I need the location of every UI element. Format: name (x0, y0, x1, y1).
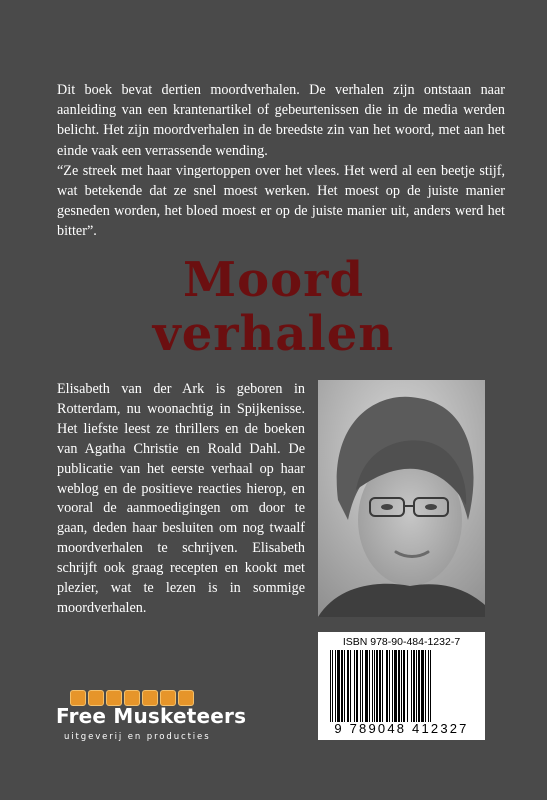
barcode-bar (428, 650, 429, 722)
barcode-bar (394, 650, 397, 722)
barcode-bar (362, 650, 363, 722)
barcode-bar (411, 650, 412, 722)
barcode-bar (332, 650, 333, 722)
barcode-bar (350, 650, 351, 722)
barcode-bars (330, 650, 473, 722)
barcode-bar (418, 650, 420, 722)
barcode-bar (401, 650, 402, 722)
barcode-bar (374, 650, 375, 722)
barcode-bar (365, 650, 368, 722)
back-cover-blurb (57, 80, 505, 242)
publisher-tagline: uitgeverij en producties (64, 732, 211, 742)
barcode-bar (376, 650, 378, 722)
barcode-bar (356, 650, 358, 722)
barcode-bar (337, 650, 340, 722)
barcode-bar (416, 650, 417, 722)
barcode-bar (372, 650, 373, 722)
isbn-label: ISBN 978-90-484-1232-7 (342, 636, 461, 648)
barcode-bar (407, 650, 408, 722)
publisher-logo (56, 690, 247, 750)
author-portrait-image (318, 380, 485, 617)
barcode-bar (369, 650, 370, 722)
blurb-paragraph-quote: “Ze streek met haar vingertoppen over het vlees. Het werd al een beetje stijf, wat betekende dat ze snel moest werken. Het moest op de juiste manier gesneden worden, het bloed moest er op de juiste manier uit, anders werd het bitter”. (57, 162, 505, 240)
book-title-line-2: verhalen (152, 306, 395, 362)
publisher-name: Free Musketeers (56, 704, 247, 728)
book-title-line-1: Moord (182, 252, 364, 308)
author-photo (318, 380, 485, 617)
barcode-bar (354, 650, 355, 722)
barcode-bar (360, 650, 361, 722)
barcode-bar (398, 650, 400, 722)
author-bio: Elisabeth van der Ark is geboren in Rotterdam, nu woonachtig in Spijkenisse. Het liefste leest ze thrillers en de boeken van Agatha Christie en Roald Dahl. De publicatie van het eerste verhaal op haar weblog en de positieve reacties hierop, en vooral de aanmoedigingen om door te gaan, deden haar besluiten om nog twaalf moordverhalen te schrijven. Elisabeth schrijft ook graag recepten en kookt met plezier, wat te lezen is in sommige moordverhalen. (57, 381, 305, 616)
barcode-bar (421, 650, 424, 722)
isbn-barcode (318, 632, 485, 740)
barcode-bar (382, 650, 383, 722)
barcode-bar (389, 650, 390, 722)
barcode-bar (413, 650, 415, 722)
barcode-bar (347, 650, 349, 722)
barcode-bar (386, 650, 388, 722)
barcode-bar (392, 650, 393, 722)
blurb-paragraph-intro: Dit boek bevat dertien moordverhalen. De verhalen zijn ontstaan naar aanleiding van een krantenartikel of gebeurtenissen die in de media werden belicht. Het zijn moordverhalen in de breedste zin van het woord, met aan het einde vaak een verrassende wending. (57, 82, 505, 159)
barcode-bar (403, 650, 405, 722)
barcode-bar (341, 650, 343, 722)
barcode-bar (344, 650, 345, 722)
barcode-bar (425, 650, 426, 722)
barcode-bar (379, 650, 381, 722)
barcode-bar (330, 650, 331, 722)
barcode-digits: 9 789048 412327 (334, 721, 469, 736)
barcode-bar (335, 650, 336, 722)
barcode-bar (430, 650, 431, 722)
